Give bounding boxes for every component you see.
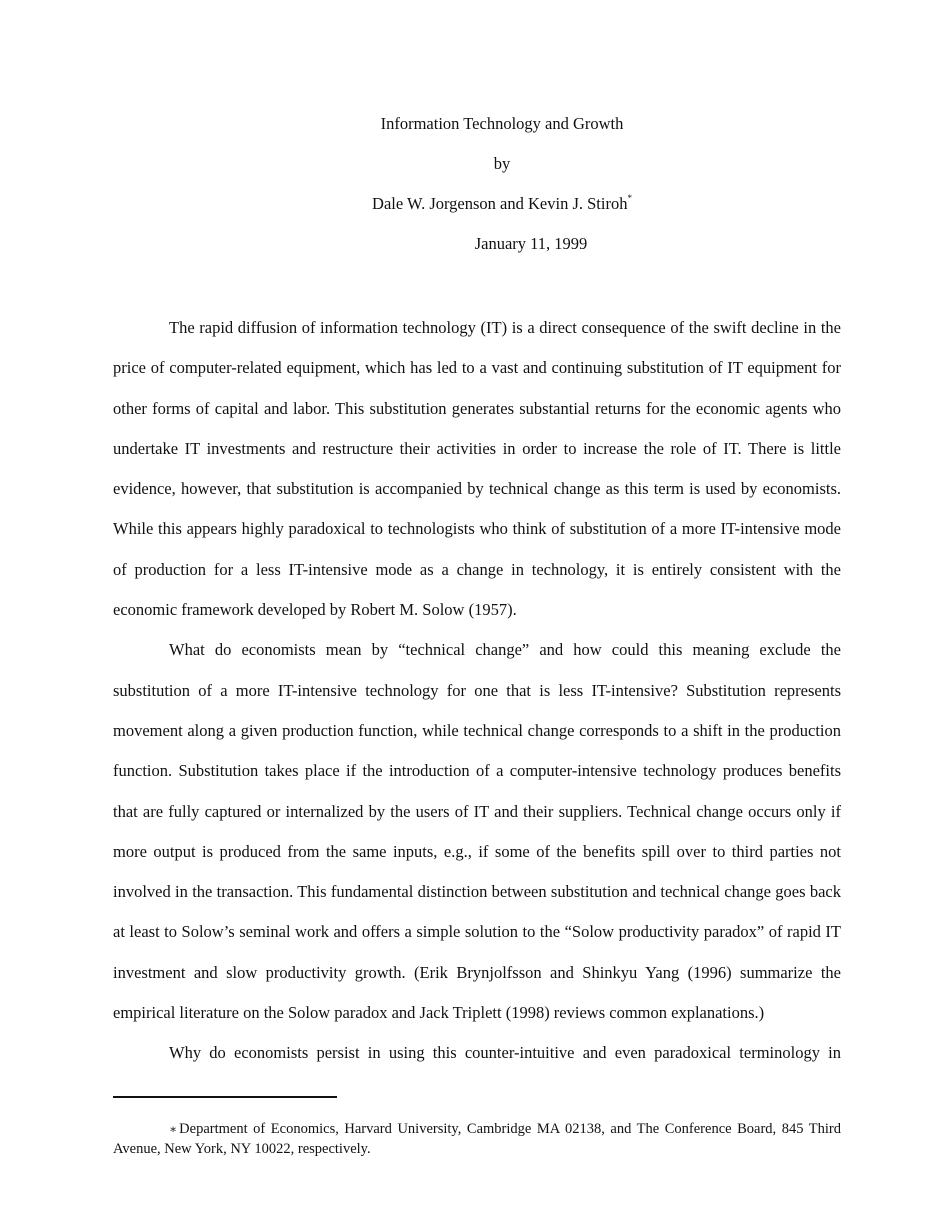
paragraph-1: The rapid diffusion of information technology (IT) is a direct consequence of the swift decline in the price of computer-related equipment, which has led to a vast and continuing substitution of IT equipment for other forms of capital and labor. This substitution generates substantial returns for the economic agents who undertake IT investments and restructure their activities in order to increase the role of IT. There is little evidence, however, that substitution is accompanied by technical change as this term is used by economists. While this appears highly paradoxical to technologists who think of substitution of a more IT-intensive mode of production for a less IT-intensive mode as a change in technology, it is entirely consistent with the economic framework developed by Robert M. Solow (1957). xyxy=(113,318,841,620)
author-line xyxy=(0,194,952,214)
paragraph-3: Why do economists persist in using this counter-intuitive and even paradoxical terminology in xyxy=(169,1043,841,1063)
byline-by: by xyxy=(493,154,511,173)
footnote-text: Department of Economics, Harvard University, Cambridge MA 02138, and The Conference Board, 845 Third Avenue, New York, NY 10022, respectively. xyxy=(113,1121,841,1157)
paragraph-2: What do economists mean by “technical change” and how could this meaning exclude the substitution of a more IT-intensive technology for one that is less IT-intensive? Substitution represents movement along a given production function, while technical change corresponds to a shift in the production function. Substitution takes place if the introduction of a computer-intensive technology produces benefits that are fully captured or internalized by the users of IT and their suppliers. Technical change occurs only if more output is produced from the same inputs, e.g., if some of the benefits spill over to third parties not involved in the transaction. This fundamental distinction between substitution and technical change goes back at least to Solow’s seminal work and offers a simple solution to the “Solow productivity paradox” of rapid IT investment and slow productivity growth. (Erik Brynjolfsson and Shinkyu Yang (1996) summarize the empirical literature on the Solow paradox and Jack Triplett (1998) reviews common explanations.) xyxy=(113,640,841,1023)
authors: Dale W. Jorgenson and Kevin J. Stiroh xyxy=(372,194,628,213)
footnote-divider xyxy=(113,1096,337,1098)
body-text xyxy=(113,308,841,1074)
paper-title: Information Technology and Growth xyxy=(380,114,624,133)
author-footnote-mark: * xyxy=(627,193,632,203)
footnote-mark: ∗ xyxy=(169,1122,178,1136)
paper-date: January 11, 1999 xyxy=(474,234,588,253)
footnote xyxy=(113,1119,841,1159)
